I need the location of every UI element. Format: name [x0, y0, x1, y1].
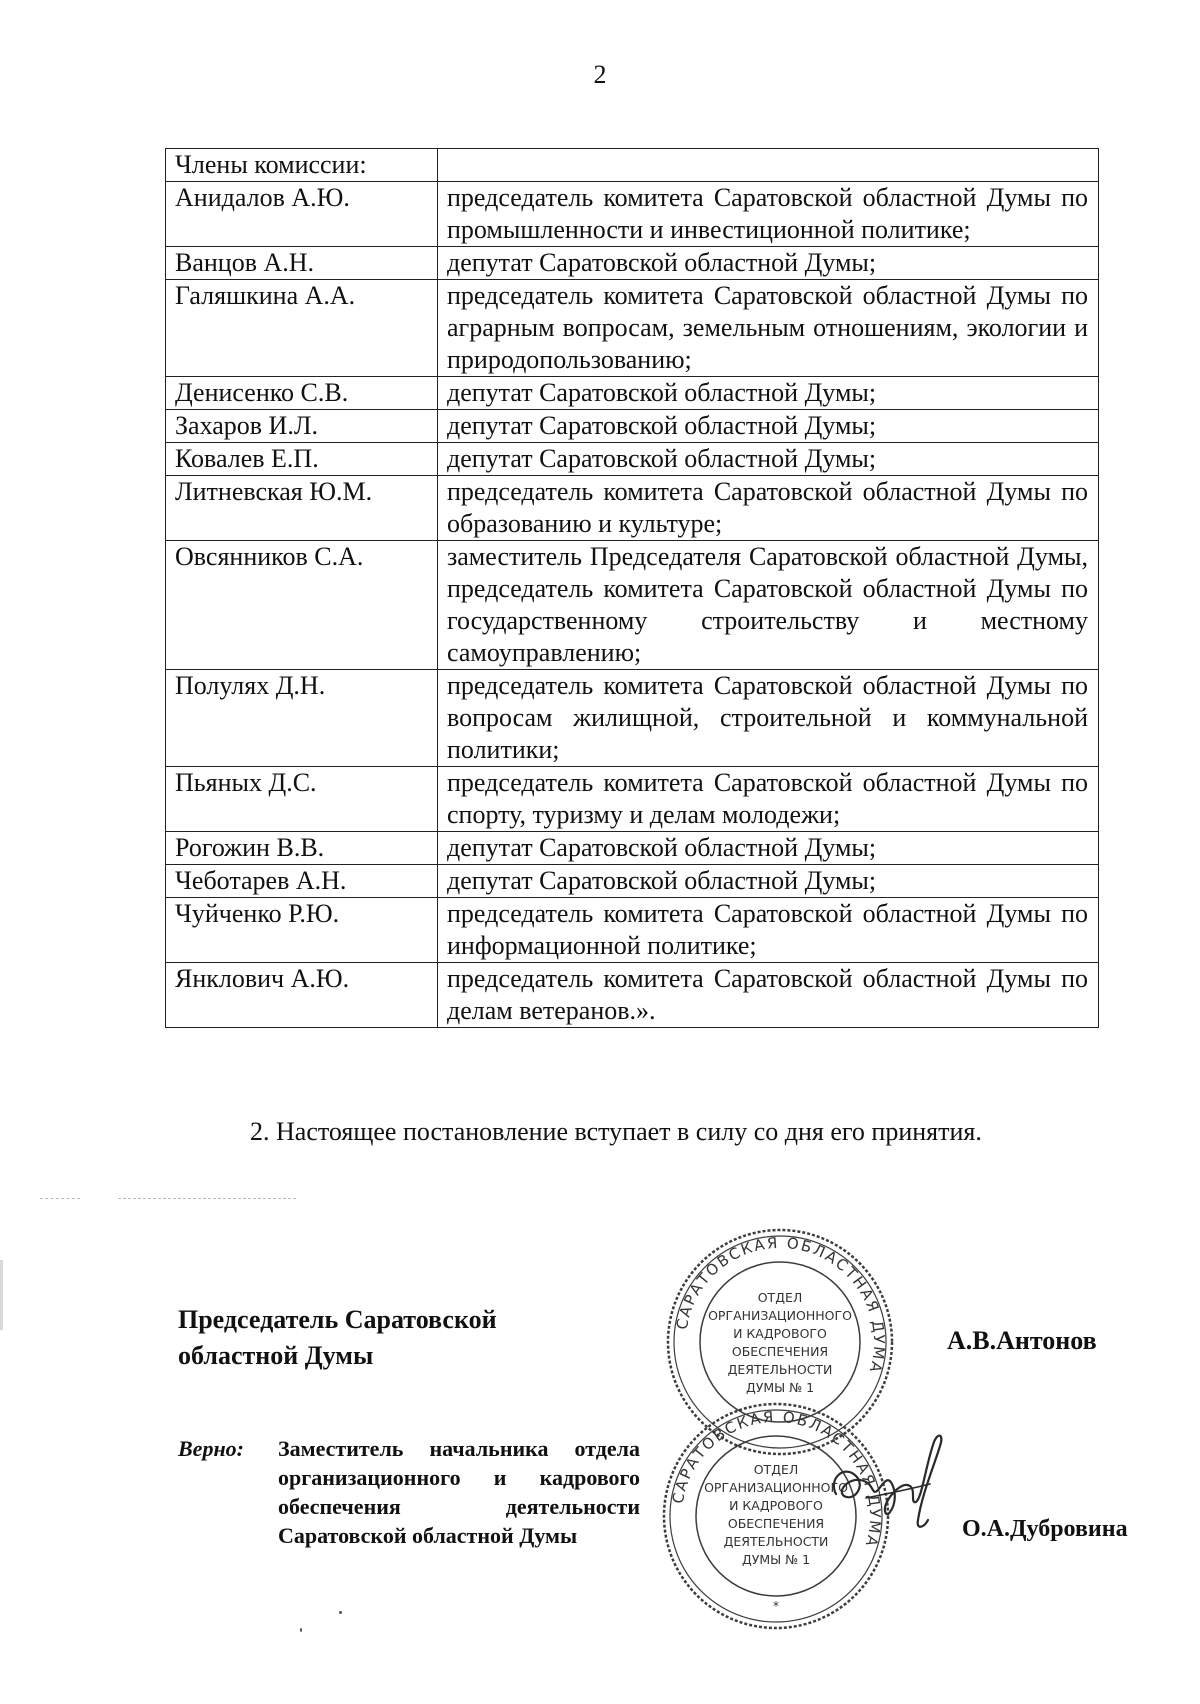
commission-members-table	[165, 148, 1099, 1028]
seal-text-line: ОТДЕЛ	[757, 1290, 803, 1305]
member-name-cell: Ковалев Е.П.	[166, 443, 438, 476]
member-name-cell: Овсянников С.А.	[166, 541, 438, 670]
resolution-paragraph: 2. Настоящее постановление вступает в силу со дня его принятия.	[250, 1117, 982, 1146]
table-row	[166, 377, 1099, 410]
scan-edge-mark	[0, 1260, 3, 1330]
table-row	[166, 410, 1099, 443]
seal-star-icon: *	[773, 1599, 779, 1613]
member-name-cell: Чеботарев А.Н.	[166, 865, 438, 898]
member-name-cell: Полулях Д.Н.	[166, 670, 438, 767]
seal-text-line: И КАДРОВОГО	[733, 1326, 827, 1341]
table-header-empty-cell	[438, 149, 1099, 182]
member-name-cell: Галяшкина А.А.	[166, 280, 438, 377]
member-name-cell: Ванцов А.Н.	[166, 247, 438, 280]
seal-text-line: И КАДРОВОГО	[729, 1498, 823, 1513]
table-row	[166, 443, 1099, 476]
member-name-cell: Рогожин В.В.	[166, 832, 438, 865]
member-role-cell: депутат Саратовской областной Думы;	[438, 443, 1099, 476]
seal-text-line: ДЕЯТЕЛЬНОСТИ	[723, 1534, 829, 1549]
table-header-row	[166, 149, 1099, 182]
member-name-cell: Пьяных Д.С.	[166, 767, 438, 832]
table-row	[166, 832, 1099, 865]
member-role-cell: председатель комитета Саратовской областной Думы по информационной политике;	[438, 898, 1099, 963]
page-number: 2	[593, 60, 607, 89]
member-role-cell: председатель комитета Саратовской областной Думы по вопросам жилищной, строительной и коммунальной политики;	[438, 670, 1099, 767]
member-name-cell: Литневская Ю.М.	[166, 476, 438, 541]
seal-ring-text: САРАТОВСКАЯ ОБЛАСТНАЯ ДУМА	[668, 1407, 885, 1551]
table-row	[166, 767, 1099, 832]
table-header-cell: Члены комиссии:	[166, 149, 438, 182]
member-role-cell: председатель комитета Саратовской областной Думы по спорту, туризму и делам молодежи;	[438, 767, 1099, 832]
member-role-cell: депутат Саратовской областной Думы;	[438, 832, 1099, 865]
scan-artifact-line	[40, 1198, 80, 1200]
certification-label: Верно:	[178, 1436, 244, 1461]
seal-text-line: ДЕЯТЕЛЬНОСТИ	[727, 1362, 833, 1377]
scan-speck	[300, 1628, 302, 1632]
member-role-cell: председатель комитета Саратовской областной Думы по делам ветеранов.».	[438, 963, 1099, 1028]
table-row	[166, 541, 1099, 670]
member-name-cell: Денисенко С.В.	[166, 377, 438, 410]
chairman-title	[178, 1302, 497, 1374]
table-row	[166, 670, 1099, 767]
seal-text-line: ДУМЫ № 1	[741, 1552, 811, 1567]
member-name-cell: Анидалов А.Ю.	[166, 182, 438, 247]
member-role-cell: председатель комитета Саратовской областной Думы по образованию и культуре;	[438, 476, 1099, 541]
seal-ring-text: САРАТОВСКАЯ ОБЛАСТНАЯ ДУМА	[672, 1233, 889, 1377]
member-role-cell: депутат Саратовской областной Думы;	[438, 410, 1099, 443]
seal-text-line: ДУМЫ № 1	[745, 1380, 815, 1395]
scan-speck	[339, 1611, 342, 1614]
certifier-name: О.А.Дубровина	[962, 1516, 1128, 1542]
member-role-cell: депутат Саратовской областной Думы;	[438, 377, 1099, 410]
seal-text-line: ОТДЕЛ	[753, 1462, 799, 1477]
scan-artifact-line	[118, 1198, 296, 1200]
member-name-cell: Янклович А.Ю.	[166, 963, 438, 1028]
chairman-name: А.В.Антонов	[947, 1326, 1097, 1355]
table-row	[166, 963, 1099, 1028]
signature-icon	[826, 1424, 966, 1534]
member-role-cell: заместитель Председателя Саратовской областной Думы, председатель комитета Саратовской областной Думы по государственному строительству и местному самоуправлению;	[438, 541, 1099, 670]
seal-text-line: ОБЕСПЕЧЕНИЯ	[731, 1344, 829, 1359]
table-row	[166, 247, 1099, 280]
table-row	[166, 898, 1099, 963]
chairman-title-line: областной Думы	[178, 1341, 374, 1370]
member-role-cell: депутат Саратовской областной Думы;	[438, 247, 1099, 280]
certification-text: Заместитель начальника отдела организационного и кадрового обеспечения деятельности Саратовской областной Думы	[278, 1436, 640, 1548]
member-name-cell: Чуйченко Р.Ю.	[166, 898, 438, 963]
seal-text-line: ОРГАНИЗАЦИОННОГО	[704, 1480, 848, 1495]
table-row	[166, 865, 1099, 898]
member-role-cell: депутат Саратовской областной Думы;	[438, 865, 1099, 898]
member-role-cell: председатель комитета Саратовской областной Думы по аграрным вопросам, земельным отношениям, экологии и природопользованию;	[438, 280, 1099, 377]
member-role-cell: председатель комитета Саратовской областной Думы по промышленности и инвестиционной политике;	[438, 182, 1099, 247]
seal-text-line: ОБЕСПЕЧЕНИЯ	[727, 1516, 825, 1531]
chairman-title-line: Председатель Саратовской	[178, 1305, 497, 1334]
table-row	[166, 182, 1099, 247]
seal-text-line: ОРГАНИЗАЦИОННОГО	[708, 1308, 852, 1323]
table-row	[166, 476, 1099, 541]
member-name-cell: Захаров И.Л.	[166, 410, 438, 443]
table-row	[166, 280, 1099, 377]
